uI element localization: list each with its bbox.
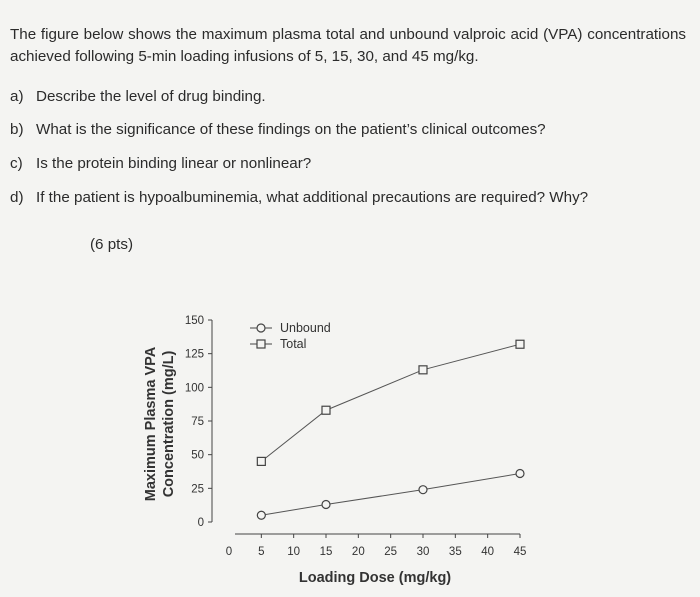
y-tick-label: 100 [184, 382, 204, 395]
intro-paragraph: The figure below shows the maximum plasma total and unbound valproic acid (VPA) concentrations achieved following 5-min loading infusions of 5, 15, 30, and 45 mg/kg. [10, 26, 686, 65]
x-axis-label: Loading Dose (mg/kg) [298, 570, 452, 586]
series-line-total [261, 344, 520, 461]
legend-label: Unbound [280, 321, 331, 335]
x-tick-label: 45 [513, 546, 527, 558]
data-point-total [516, 340, 524, 348]
x-tick-label: 40 [481, 546, 495, 558]
question-text: Is the protein binding linear or nonlinear? [36, 155, 312, 172]
y-tick-label: 0 [197, 517, 204, 529]
chart-series [257, 340, 524, 519]
question-label: b) [10, 121, 24, 138]
question-text: What is the significance of these findings on the patient’s clinical outcomes? [36, 121, 546, 138]
data-point-total [257, 457, 265, 465]
x-tick-label: 5 [258, 546, 265, 558]
x-tick-label: 10 [287, 546, 301, 558]
series-line-unbound [261, 474, 520, 516]
legend-label: Total [280, 337, 307, 351]
x-tick-label: 25 [384, 546, 398, 558]
x-tick-label: 35 [448, 546, 462, 558]
x-tick-label: 30 [416, 546, 430, 558]
y-tick-label: 75 [191, 416, 204, 428]
data-point-total [419, 366, 427, 374]
data-point-unbound [419, 486, 427, 494]
x-tick-label: 15 [319, 546, 333, 558]
question-text: If the patient is hypoalbuminemia, what additional precautions are required? Why? [36, 189, 589, 206]
y-tick-label: 25 [191, 483, 204, 496]
data-point-total [322, 406, 330, 414]
chart-axes [212, 320, 520, 534]
y-tick-label: 150 [184, 315, 204, 327]
legend-marker-square [257, 340, 265, 348]
chart-legend [250, 321, 331, 351]
x-tick-label: 20 [351, 546, 365, 558]
y-axis-label-line2: Concentration (mg/L) [161, 350, 177, 498]
legend-marker-circle [257, 324, 265, 332]
y-tick-label: 50 [191, 449, 204, 462]
data-point-unbound [516, 470, 524, 478]
chart-ticks [185, 315, 527, 558]
question-label: c) [10, 155, 23, 172]
question-label: a) [10, 88, 24, 105]
y-axis-label-line1: Maximum Plasma VPA [143, 346, 159, 502]
data-point-unbound [322, 500, 330, 508]
data-point-unbound [257, 511, 265, 519]
x-tick-label: 0 [225, 546, 233, 558]
y-tick-label: 125 [184, 348, 204, 361]
question-text: Describe the level of drug binding. [36, 88, 266, 105]
points-label: (6 pts) [90, 236, 134, 253]
question-label: d) [10, 189, 24, 206]
